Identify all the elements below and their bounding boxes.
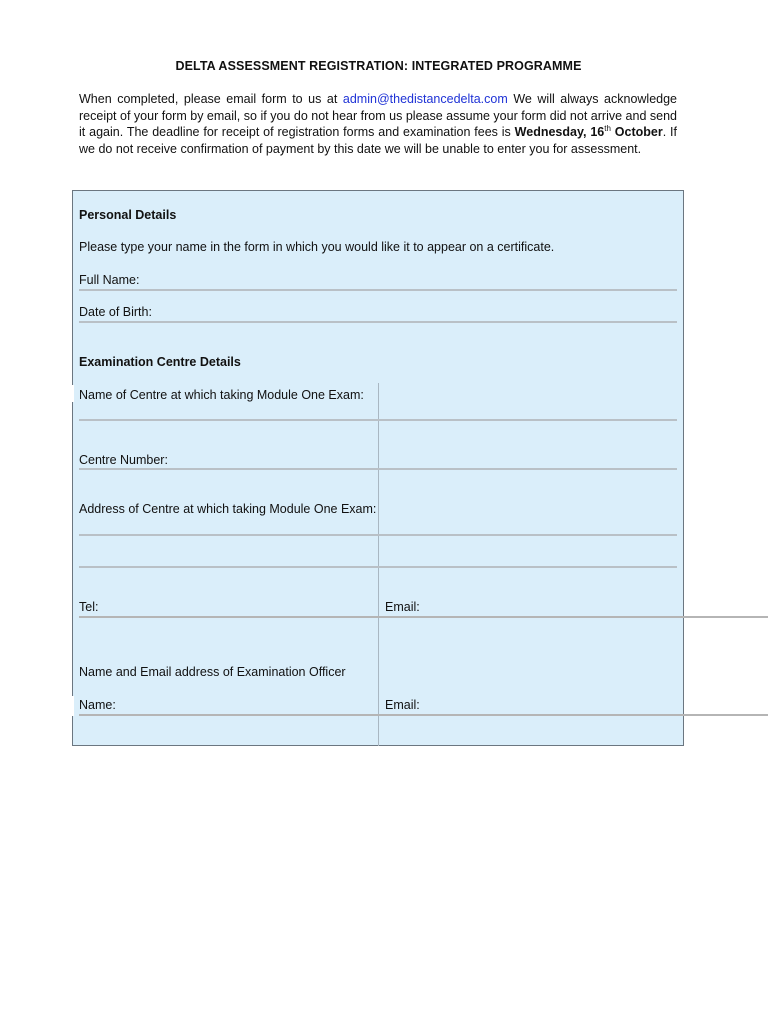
personal-details-heading: Personal Details [79, 208, 177, 222]
officer-name-label: Name: [79, 698, 116, 712]
officer-email-label: Email: [385, 698, 420, 712]
centre-name-label: Name of Centre at which taking Module One Exam: [79, 388, 364, 402]
centre-tel-label: Tel: [79, 600, 99, 614]
document-title: DELTA ASSESSMENT REGISTRATION: INTEGRATED PROGRAMME [175, 59, 582, 73]
full-name-label: Full Name: [79, 273, 140, 287]
intro-text-part2: We will always acknowledge receipt of your form by email, so if you do not hear from us please assume your form did not arrive and send it again. The deadline for receipt of registration forms and examination fees is [79, 92, 678, 139]
exam-centre-heading: Examination Centre Details [79, 355, 241, 369]
centre-address-field-line-1[interactable] [79, 534, 677, 536]
contact-email-link[interactable]: admin@thedistancedelta.com [342, 92, 508, 106]
intro-text-part3: . If we do not receive confirmation of payment by this date we will be unable to enter you for assessment. [79, 125, 677, 156]
column-divider [378, 383, 379, 746]
centre-name-field[interactable] [79, 419, 677, 421]
certificate-name-instruction: Please type your name in the form in which you would like it to appear on a certificate. [79, 240, 555, 254]
centre-address-label: Address of Centre at which taking Module One Exam: [79, 502, 377, 516]
form-border-gap-1 [71, 385, 74, 402]
intro-text-part1: When completed, please email form to us at [79, 92, 343, 106]
officer-name-email-field[interactable] [79, 714, 768, 716]
centre-number-label: Centre Number: [79, 453, 168, 467]
centre-tel-email-field[interactable] [79, 616, 768, 618]
intro-paragraph [79, 91, 677, 157]
centre-address-field-line-2[interactable] [79, 566, 677, 568]
deadline-day: Wednesday, 16 [514, 125, 605, 139]
dob-field[interactable] [79, 321, 677, 323]
deadline-day-suffix: th [604, 123, 611, 133]
centre-number-field[interactable] [79, 468, 677, 470]
form-border-gap-2 [71, 696, 74, 716]
full-name-field[interactable] [79, 289, 677, 291]
deadline-month: October [610, 125, 663, 139]
dob-label: Date of Birth: [79, 305, 152, 319]
exam-officer-heading: Name and Email address of Examination Officer [79, 665, 346, 679]
centre-email-label: Email: [385, 600, 420, 614]
